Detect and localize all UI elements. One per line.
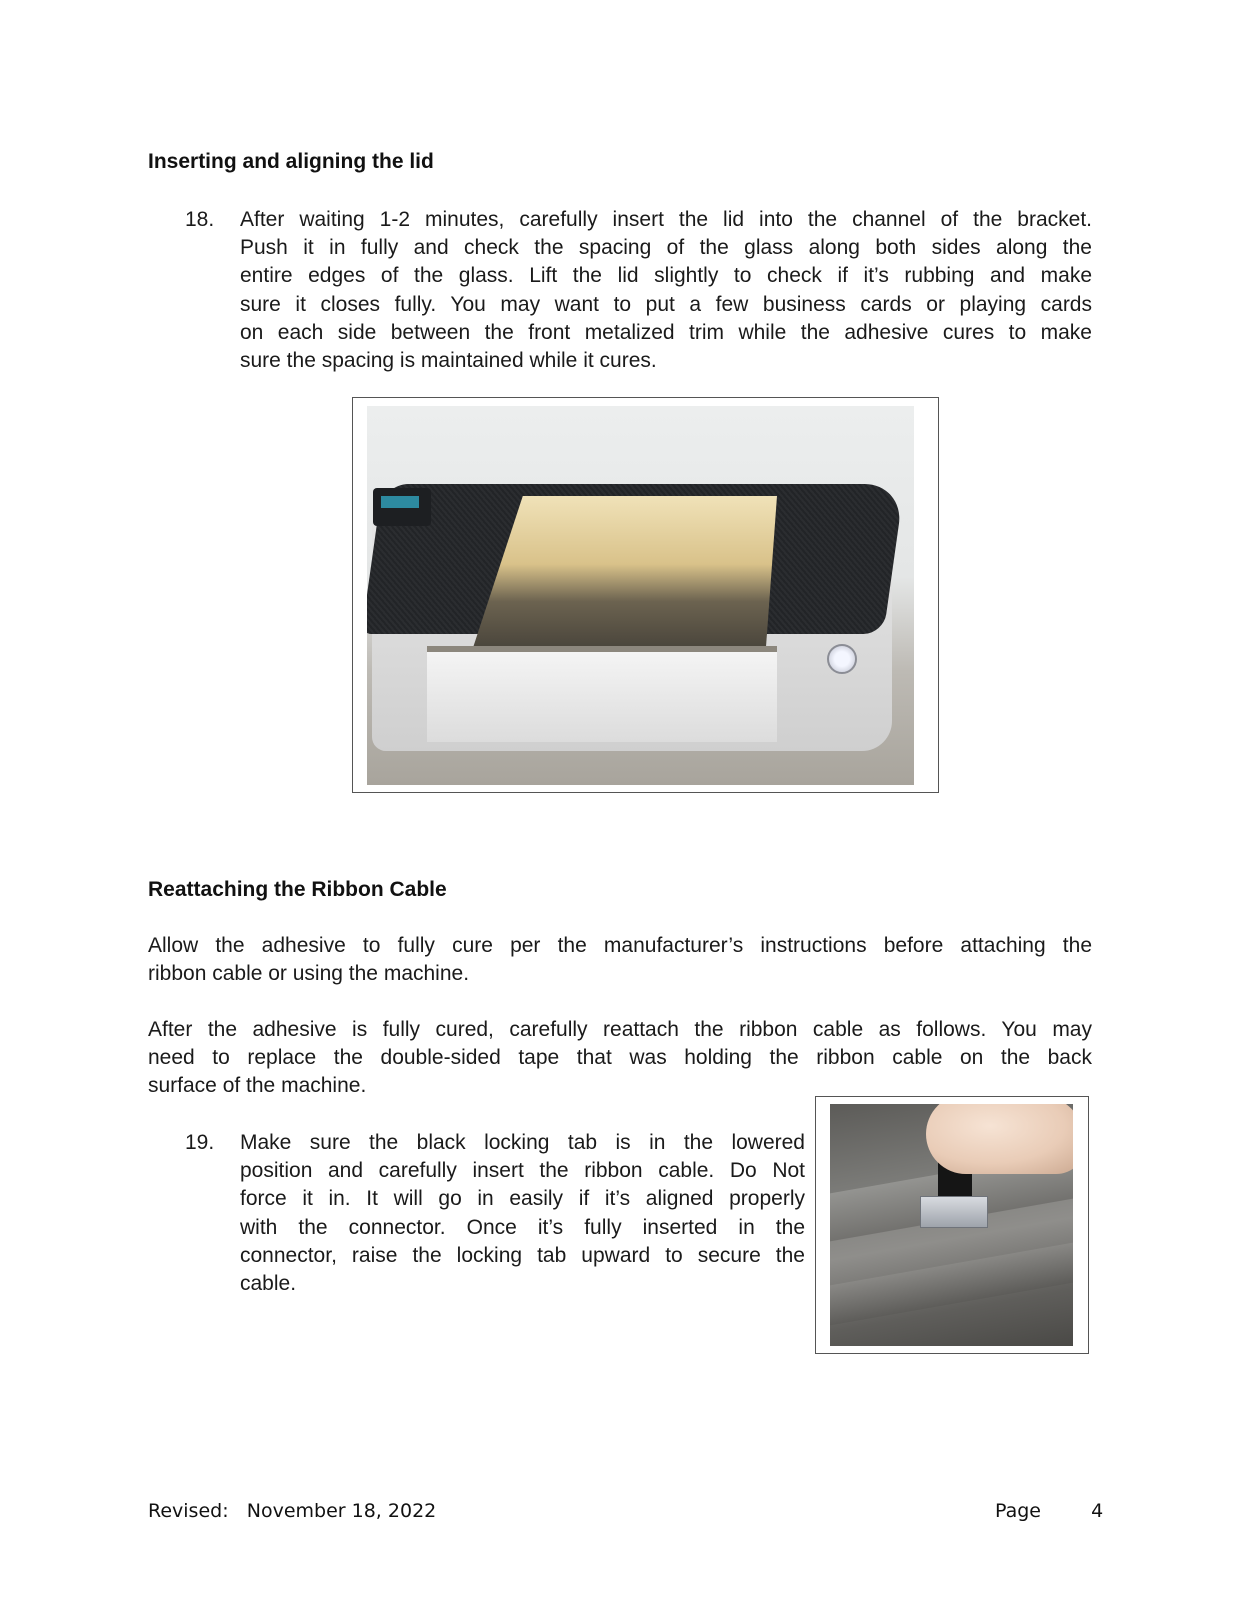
text-line: After the adhesive is fully cured, carefully reattach the ribbon cable as follows. You may	[148, 1018, 1092, 1041]
text-line: position and carefully insert the ribbon cable. Do Not	[240, 1159, 805, 1183]
front-tray	[427, 646, 777, 742]
step-18-text	[240, 206, 1092, 375]
paragraph-cure	[148, 932, 1092, 988]
charger	[373, 488, 431, 526]
text-line: on each side between the front metalized trim while the adhesive cures to make	[240, 320, 1092, 344]
revised-date: November 18, 2022	[246, 1500, 437, 1522]
text-line: ribbon cable or using the machine.	[148, 962, 470, 986]
connector	[920, 1196, 988, 1228]
text-line: Make sure the black locking tab is in the lowered	[240, 1131, 805, 1154]
power-button-icon	[827, 644, 857, 674]
text-line: connector, raise the locking tab upward to secure the	[240, 1243, 805, 1267]
laser-cutter-photo	[367, 406, 914, 785]
text-line: sure it closes fully. You may want to put a few business cards or playing cards	[240, 292, 1092, 316]
panel-edge	[830, 1243, 1073, 1326]
step-19-text	[240, 1129, 805, 1298]
photo-frame-lid	[352, 397, 939, 793]
ribbon-cable-photo	[830, 1104, 1073, 1346]
text-line: need to replace the double-sided tape that was holding the ribbon cable on the back	[148, 1046, 1092, 1070]
hand	[926, 1104, 1073, 1174]
text-line: entire edges of the glass. Lift the lid slightly to check if it’s rubbing and make	[240, 264, 1092, 288]
step-number-19: 19.	[185, 1131, 215, 1154]
revised-label: Revised:	[148, 1500, 229, 1522]
text-line: After waiting 1-2 minutes, carefully insert the lid into the channel of the bracket.	[240, 208, 1092, 231]
text-line: Allow the adhesive to fully cure per the manufacturer’s instructions before attaching the	[148, 934, 1092, 957]
page-label: Page	[995, 1500, 1041, 1522]
text-line: Push it in fully and check the spacing of the glass along both sides along the	[240, 236, 1092, 260]
step-number-18: 18.	[185, 208, 215, 231]
footer-revised	[148, 1500, 436, 1522]
text-line: cable.	[240, 1272, 297, 1296]
page-number: 4	[1091, 1500, 1104, 1522]
section-heading-ribbon: Reattaching the Ribbon Cable	[148, 878, 447, 901]
text-line: with the connector. Once it’s fully inserted in the	[240, 1215, 805, 1239]
photo-frame-ribbon	[815, 1096, 1089, 1354]
paragraph-reattach	[148, 1016, 1092, 1101]
section-heading-lid: Inserting and aligning the lid	[148, 150, 434, 173]
text-line: force it in. It will go in easily if it’s aligned properly	[240, 1187, 805, 1211]
text-line: surface of the machine.	[148, 1074, 367, 1098]
footer-page	[995, 1500, 1103, 1522]
text-line: sure the spacing is maintained while it cures.	[240, 349, 657, 373]
